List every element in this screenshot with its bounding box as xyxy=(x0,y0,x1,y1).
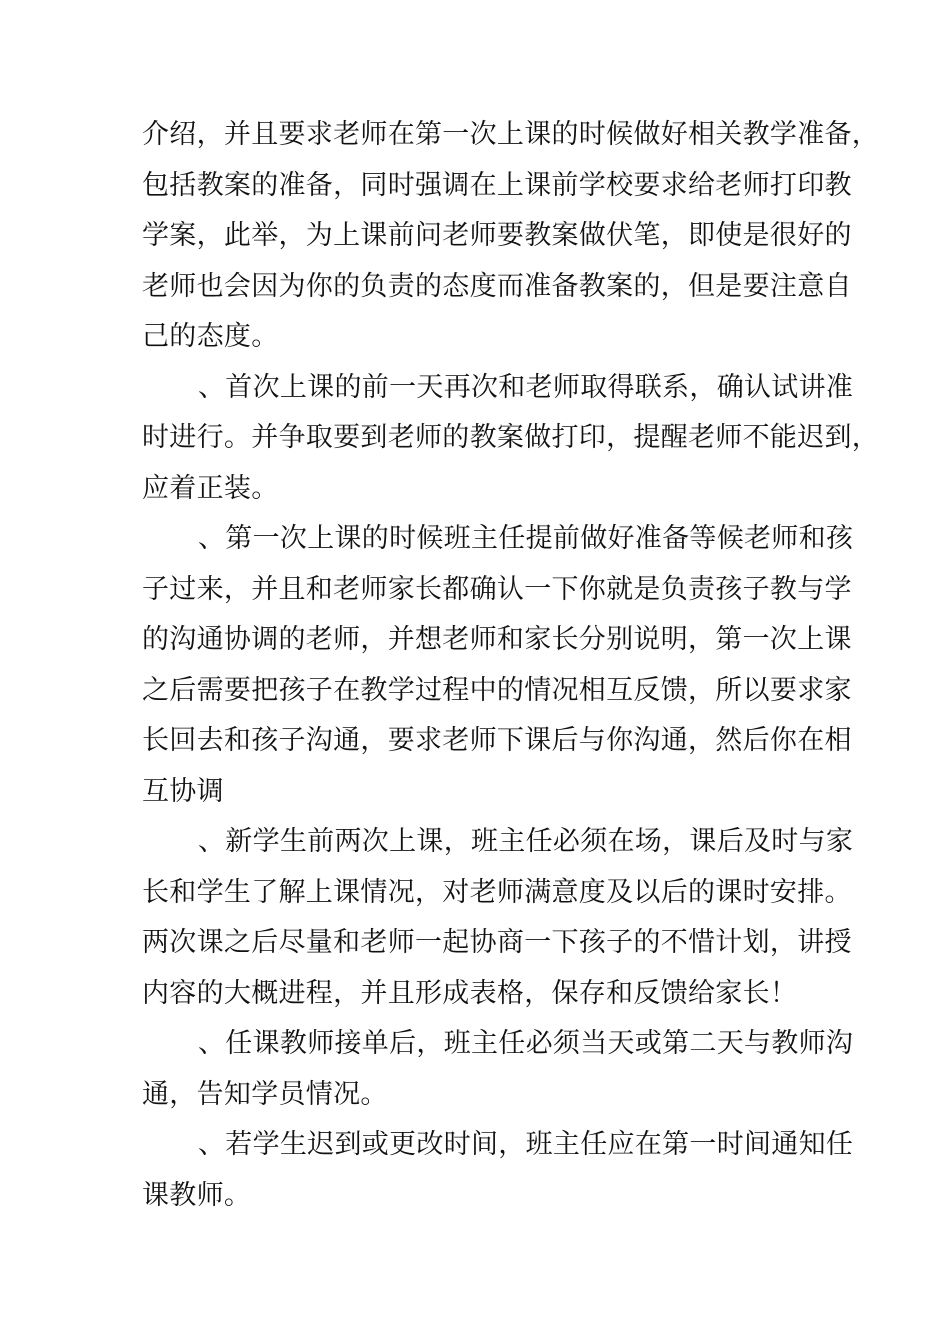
paragraph-first-line: 、任课教师接单后，班主任必须当天或第二天与教师沟 xyxy=(198,1028,854,1059)
text-line: 互协调 xyxy=(142,775,224,807)
text-line: 己的态度。 xyxy=(142,321,279,352)
paragraph-first-line: 、首次上课的前一天再次和老师取得联系，确认试讲准 xyxy=(198,371,854,403)
document-body xyxy=(142,110,880,1221)
text-line: 的沟通协调的老师，并想老师和家长分别说明，第一次上课 xyxy=(142,624,852,655)
text-line: 介绍，并且要求老师在第一次上课的时候做好相关教学准备， xyxy=(142,119,880,150)
text-line: 应着正装。 xyxy=(142,472,279,504)
text-line: 内容的大概进程，并且形成表格，保存和反馈给家长！ xyxy=(142,977,798,1009)
text-line: 长和学生了解上课情况，对老师满意度及以后的课时安排。 xyxy=(142,876,852,908)
text-line: 时进行。并争取要到老师的教案做打印，提醒老师不能迟到， xyxy=(142,422,880,453)
text-line: 通，告知学员情况。 xyxy=(142,1078,388,1110)
text-line: 之后需要把孩子在教学过程中的情况相互反馈，所以要求家 xyxy=(142,674,852,706)
text-line: 学案，此举，为上课前问老师要教案做伏笔，即使是很好的 xyxy=(142,220,852,251)
text-line: 子过来，并且和老师家长都确认一下你就是负责孩子教与学 xyxy=(142,573,852,605)
paragraph-first-line: 、第一次上课的时候班主任提前做好准备等候老师和孩 xyxy=(198,523,854,554)
text-line: 包括教案的准备，同时强调在上课前学校要求给老师打印教 xyxy=(142,169,852,201)
text-line: 课教师。 xyxy=(142,1179,252,1211)
paragraph-first-line: 、若学生迟到或更改时间，班主任应在第一时间通知任 xyxy=(198,1129,854,1160)
text-line: 长回去和孩子沟通，要求老师下课后与你沟通，然后你在相 xyxy=(142,725,852,756)
paragraph-first-line: 、新学生前两次上课，班主任必须在场，课后及时与家 xyxy=(198,826,854,857)
text-line: 两次课之后尽量和老师一起协商一下孩子的不惜计划，讲授 xyxy=(142,927,852,958)
text-line: 老师也会因为你的负责的态度而准备教案的，但是要注意自 xyxy=(142,270,852,302)
